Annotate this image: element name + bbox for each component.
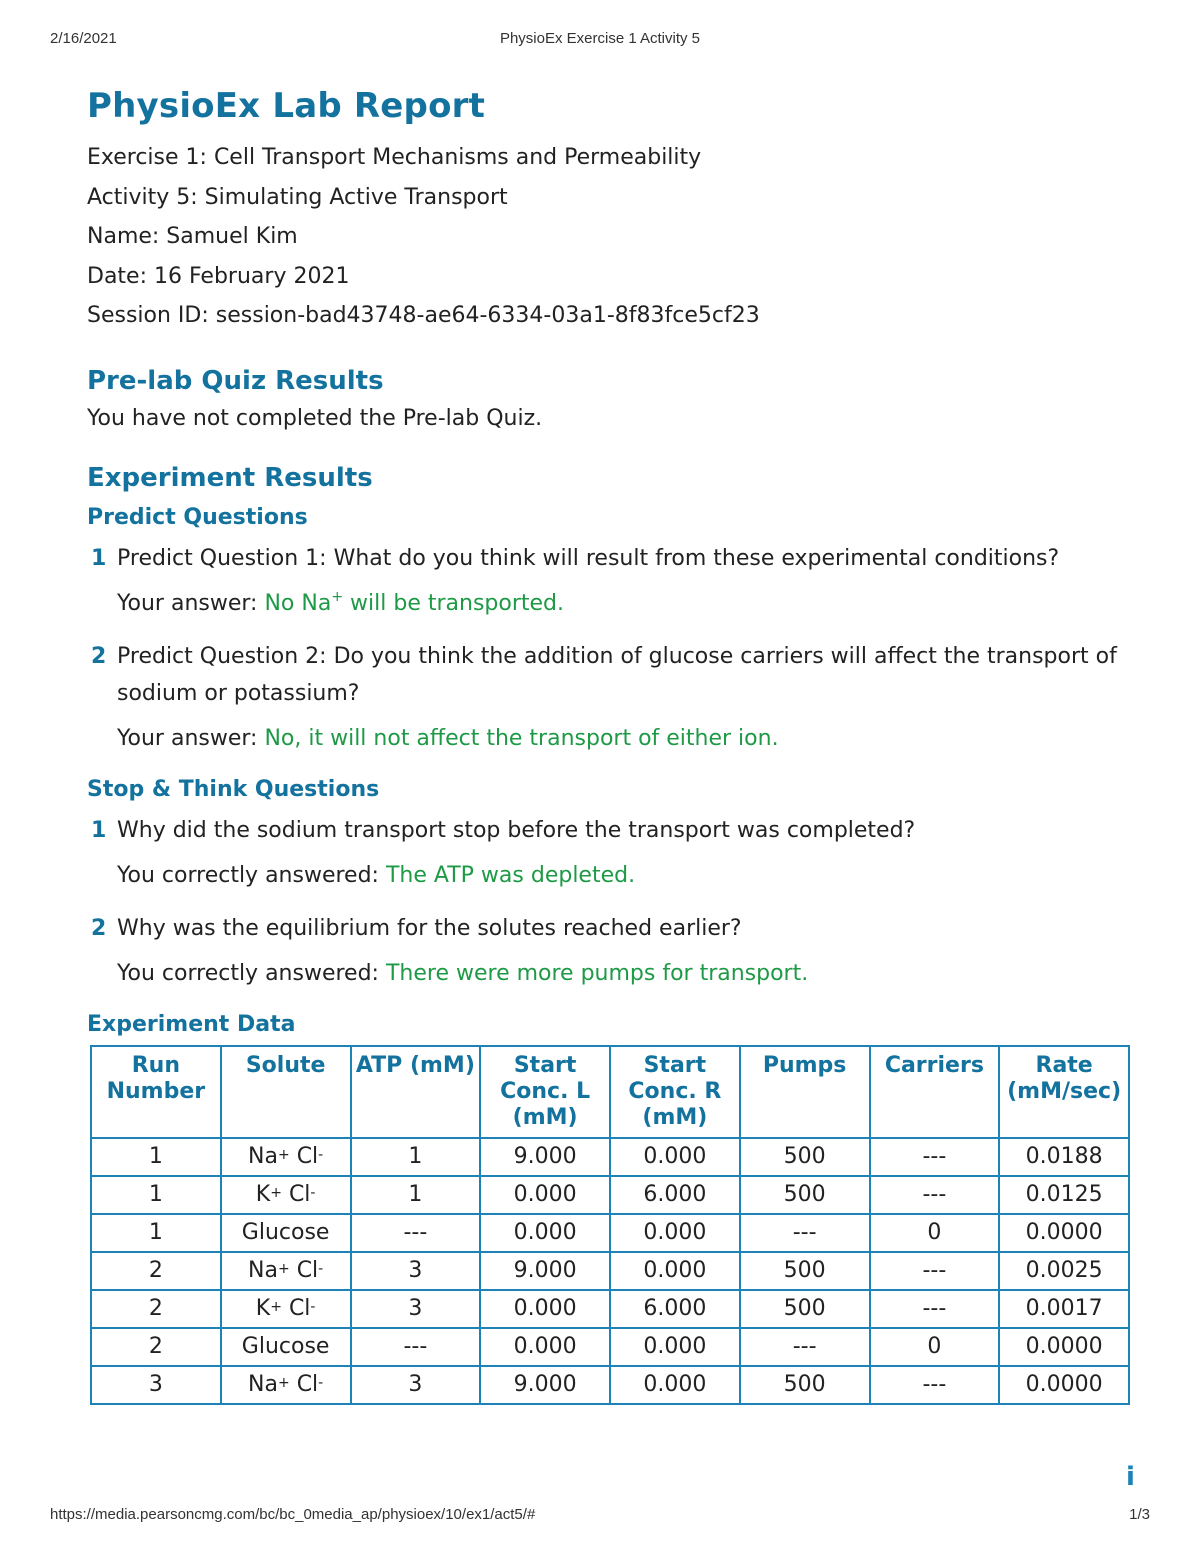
table-row — [91, 1252, 1129, 1290]
answer-text: No Na+ will be transported. — [264, 588, 565, 616]
cell-atp: 3 — [351, 1252, 481, 1290]
cell-carriers: --- — [870, 1290, 1000, 1328]
cell-start-conc-r: 6.000 — [610, 1290, 740, 1328]
experiment-data-heading: Experiment Data — [87, 1011, 296, 1037]
cell-atp: 1 — [351, 1176, 481, 1214]
predict-answer-2 — [87, 726, 1132, 751]
cell-pumps: --- — [740, 1214, 870, 1252]
cell-atp: 3 — [351, 1366, 481, 1404]
predict-answer-1 — [87, 588, 1132, 616]
cell-rate: 0.0017 — [999, 1290, 1129, 1328]
answer-label: You correctly answered: — [117, 862, 379, 888]
answer-text: No, it will not affect the transport of either ion. — [264, 725, 779, 751]
cell-start-conc-r: 6.000 — [610, 1176, 740, 1214]
cell-start-conc-r: 0.000 — [610, 1252, 740, 1290]
cell-rate: 0.0125 — [999, 1176, 1129, 1214]
cell-solute: K+ Cl- — [221, 1176, 351, 1214]
stop-question-1 — [87, 812, 1132, 849]
cell-start-conc-r: 0.000 — [610, 1328, 740, 1366]
question-text: Predict Question 1: What do you think will result from these experimental conditions? — [117, 545, 1060, 571]
cell-rate: 0.0000 — [999, 1328, 1129, 1366]
prelab-heading: Pre-lab Quiz Results — [87, 365, 384, 396]
question-number: 2 — [91, 643, 107, 669]
cell-carriers: --- — [870, 1366, 1000, 1404]
stop-think-heading: Stop & Think Questions — [87, 776, 380, 802]
print-title: PhysioEx Exercise 1 Activity 5 — [499, 30, 701, 47]
cell-pumps: 500 — [740, 1176, 870, 1214]
header-atp: ATP (mM) — [351, 1046, 481, 1138]
question-text: Predict Question 2: Do you think the addition of glucose carriers will affect the transport of sodium or potassium? — [117, 643, 1117, 706]
cell-pumps: 500 — [740, 1290, 870, 1328]
lab-report — [87, 86, 1132, 1405]
session-line: Session ID: session-bad43748-ae64-6334-03a1-8f83fce5cf23 — [87, 303, 760, 328]
table-row — [91, 1328, 1129, 1366]
cell-start-conc-r: 0.000 — [610, 1366, 740, 1404]
cell-atp: --- — [351, 1214, 481, 1252]
table-row — [91, 1366, 1129, 1404]
cell-run-number: 3 — [91, 1366, 221, 1404]
experiment-data-table — [90, 1045, 1130, 1405]
cell-rate: 0.0000 — [999, 1366, 1129, 1404]
cell-run-number: 2 — [91, 1252, 221, 1290]
answer-text: There were more pumps for transport. — [385, 960, 809, 986]
cell-start-conc-l: 9.000 — [480, 1138, 610, 1176]
info-icon[interactable]: i — [1126, 1462, 1135, 1492]
header-solute: Solute — [221, 1046, 351, 1138]
experiment-heading: Experiment Results — [87, 462, 373, 493]
stop-answer-2 — [87, 961, 1132, 986]
cell-solute: Na+ Cl- — [221, 1366, 351, 1404]
answer-text: The ATP was depleted. — [385, 862, 636, 888]
cell-carriers: 0 — [870, 1214, 1000, 1252]
cell-rate: 0.0000 — [999, 1214, 1129, 1252]
cell-pumps: 500 — [740, 1252, 870, 1290]
question-number: 2 — [91, 915, 107, 941]
cell-carriers: --- — [870, 1176, 1000, 1214]
table-row — [91, 1214, 1129, 1252]
question-text: Why did the sodium transport stop before the transport was completed? — [117, 817, 916, 843]
table-row — [91, 1176, 1129, 1214]
cell-start-conc-r: 0.000 — [610, 1214, 740, 1252]
answer-label: You correctly answered: — [117, 960, 379, 986]
cell-start-conc-l: 0.000 — [480, 1328, 610, 1366]
cell-solute: Na+ Cl- — [221, 1138, 351, 1176]
answer-label: Your answer: — [117, 590, 258, 616]
question-number: 1 — [91, 817, 107, 843]
cell-pumps: 500 — [740, 1366, 870, 1404]
table-row — [91, 1290, 1129, 1328]
prelab-text: You have not completed the Pre-lab Quiz. — [87, 405, 543, 431]
print-url: https://media.pearsoncmg.com/bc/bc_0media_ap/physioex/10/ex1/act5/# — [50, 1506, 536, 1523]
cell-carriers: --- — [870, 1252, 1000, 1290]
cell-carriers: --- — [870, 1138, 1000, 1176]
cell-atp: 1 — [351, 1138, 481, 1176]
header-start-conc-l: Start Conc. L (mM) — [480, 1046, 610, 1138]
cell-atp: 3 — [351, 1290, 481, 1328]
header-pumps: Pumps — [740, 1046, 870, 1138]
stop-answer-1 — [87, 863, 1132, 888]
cell-start-conc-l: 9.000 — [480, 1252, 610, 1290]
name-line: Name: Samuel Kim — [87, 224, 298, 249]
cell-solute: K+ Cl- — [221, 1290, 351, 1328]
stop-question-2 — [87, 910, 1132, 947]
cell-start-conc-l: 0.000 — [480, 1176, 610, 1214]
table-header-row — [91, 1046, 1129, 1138]
cell-run-number: 1 — [91, 1176, 221, 1214]
predict-question-2 — [87, 638, 1132, 712]
cell-run-number: 2 — [91, 1290, 221, 1328]
report-title: PhysioEx Lab Report — [87, 86, 486, 126]
cell-run-number: 1 — [91, 1138, 221, 1176]
activity-line: Activity 5: Simulating Active Transport — [87, 184, 508, 210]
cell-run-number: 1 — [91, 1214, 221, 1252]
question-text: Why was the equilibrium for the solutes reached earlier? — [117, 915, 742, 941]
answer-label: Your answer: — [117, 725, 258, 751]
cell-start-conc-r: 0.000 — [610, 1138, 740, 1176]
header-start-conc-r: Start Conc. R (mM) — [610, 1046, 740, 1138]
question-number: 1 — [91, 545, 107, 571]
cell-pumps: 500 — [740, 1138, 870, 1176]
header-rate: Rate (mM/sec) — [999, 1046, 1129, 1138]
table-row — [91, 1138, 1129, 1176]
cell-solute: Na+ Cl- — [221, 1252, 351, 1290]
cell-pumps: --- — [740, 1328, 870, 1366]
cell-rate: 0.0188 — [999, 1138, 1129, 1176]
cell-solute: Glucose — [221, 1328, 351, 1366]
cell-atp: --- — [351, 1328, 481, 1366]
cell-start-conc-l: 0.000 — [480, 1290, 610, 1328]
cell-carriers: 0 — [870, 1328, 1000, 1366]
cell-rate: 0.0025 — [999, 1252, 1129, 1290]
report-meta — [87, 138, 1132, 336]
predict-question-1 — [87, 540, 1132, 577]
predict-heading: Predict Questions — [87, 504, 308, 530]
cell-solute: Glucose — [221, 1214, 351, 1252]
header-run-number: Run Number — [91, 1046, 221, 1138]
cell-start-conc-l: 0.000 — [480, 1214, 610, 1252]
print-page-number: 1/3 — [1129, 1506, 1150, 1523]
exercise-line: Exercise 1: Cell Transport Mechanisms and Permeability — [87, 145, 702, 170]
cell-run-number: 2 — [91, 1328, 221, 1366]
header-carriers: Carriers — [870, 1046, 1000, 1138]
cell-start-conc-l: 9.000 — [480, 1366, 610, 1404]
print-date: 2/16/2021 — [50, 30, 117, 47]
date-line: Date: 16 February 2021 — [87, 263, 350, 289]
